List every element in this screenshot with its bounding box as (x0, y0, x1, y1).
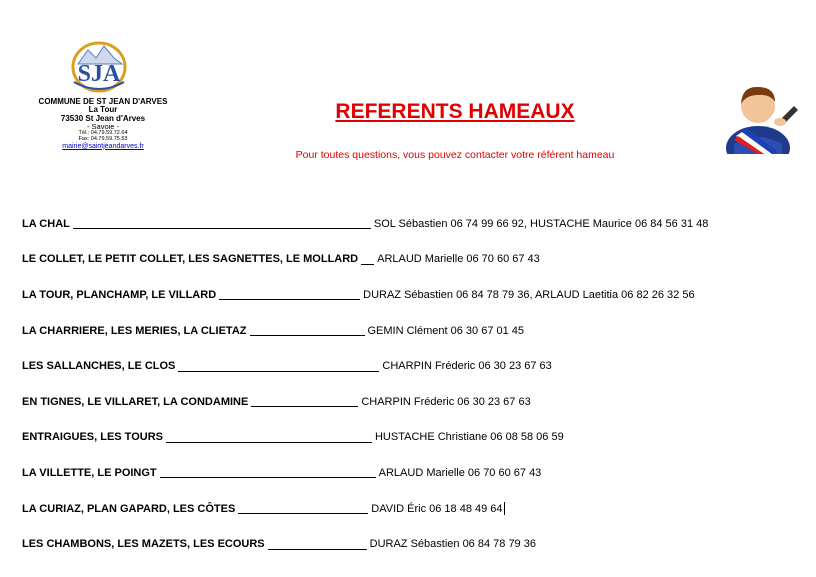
commune-name: COMMUNE DE ST JEAN D'ARVES (38, 97, 168, 106)
commune-email-link[interactable]: mairie@saintjeandarves.fr (62, 142, 144, 150)
leader-line (219, 289, 360, 300)
leader-line (251, 396, 358, 407)
hamlet-label: LE COLLET, LE PETIT COLLET, LES SAGNETTES, LE MOLLARD (22, 253, 359, 266)
leader-line (361, 254, 374, 265)
referents-list (22, 206, 802, 562)
referent-contact: DURAZ Sébastien 06 84 78 79 36, ARLAUD Laetitia 06 82 26 32 56 (363, 288, 695, 301)
leader-line (73, 218, 371, 229)
referent-contact: DURAZ Sébastien 06 84 78 79 36 (369, 538, 536, 551)
leader-line (268, 539, 367, 550)
list-item (22, 348, 802, 384)
hamlet-label: ENTRAIGUES, LES TOURS (22, 431, 163, 444)
hamlet-label: EN TIGNES, LE VILLARET, LA CONDAMINE (22, 395, 249, 408)
commune-department: - Savoie - (86, 122, 120, 132)
commune-address-block (18, 98, 188, 150)
referent-contact: CHARPIN Fréderic 06 30 23 67 63 (361, 395, 531, 408)
list-item (22, 277, 802, 313)
hamlet-label: LA CHARRIERE, LES MERIES, LA CLIETAZ (22, 324, 247, 337)
referent-contact: ARLAUD Marielle 06 70 60 67 43 (378, 466, 542, 479)
referent-contact: CHARPIN Fréderic 06 30 23 67 63 (382, 360, 552, 373)
referent-contact: SOL Sébastien 06 74 99 66 92, HUSTACHE Maurice 06 84 56 31 48 (373, 217, 709, 230)
mayor-avatar-icon (720, 78, 798, 154)
text-cursor (504, 502, 505, 515)
leader-line (166, 432, 372, 443)
hamlet-label: LA VILLETTE, LE POINGT (22, 466, 157, 479)
hamlet-label: LES CHAMBONS, LES MAZETS, LES ECOURS (22, 538, 265, 551)
list-item (22, 384, 802, 420)
leader-line (178, 361, 379, 372)
list-item (22, 313, 802, 349)
list-item (22, 455, 802, 491)
commune-logo (66, 34, 132, 96)
leader-line (250, 325, 365, 336)
referent-contact: ARLAUD Marielle 06 70 60 67 43 (377, 253, 540, 266)
hamlet-label: LA CHAL (22, 217, 70, 230)
page-subtitle: Pour toutes questions, vous pouvez contacter votre référent hameau (295, 149, 615, 161)
hamlet-label: LA CURIAZ, PLAN GAPARD, LES CÔTES (22, 502, 236, 515)
commune-postcode-city: 73530 St Jean d'Arves (60, 113, 146, 123)
hamlet-label: LES SALLANCHES, LE CLOS (22, 360, 176, 373)
list-item (22, 491, 802, 527)
page-title: REFERENTS HAMEAUX (335, 100, 575, 123)
referent-contact: HUSTACHE Christiane 06 08 58 06 59 (374, 431, 564, 444)
leader-line (238, 503, 368, 514)
referent-contact: DAVID Éric 06 18 48 49 64 (371, 502, 503, 515)
commune-fax: Fax: 04.79.59.75.53 (78, 135, 128, 142)
list-item (22, 242, 802, 278)
list-item (22, 206, 802, 242)
list-item (22, 420, 802, 456)
hamlet-label: LA TOUR, PLANCHAMP, LE VILLARD (22, 288, 217, 301)
commune-place: La Tour (88, 105, 118, 115)
list-item (22, 526, 802, 562)
logo-text: SJA (77, 61, 121, 87)
commune-tel: Tél.: 04.79.59.72.64 (78, 130, 128, 137)
referent-contact: GEMIN Clément 06 30 67 01 45 (367, 324, 525, 337)
leader-line (160, 467, 376, 478)
